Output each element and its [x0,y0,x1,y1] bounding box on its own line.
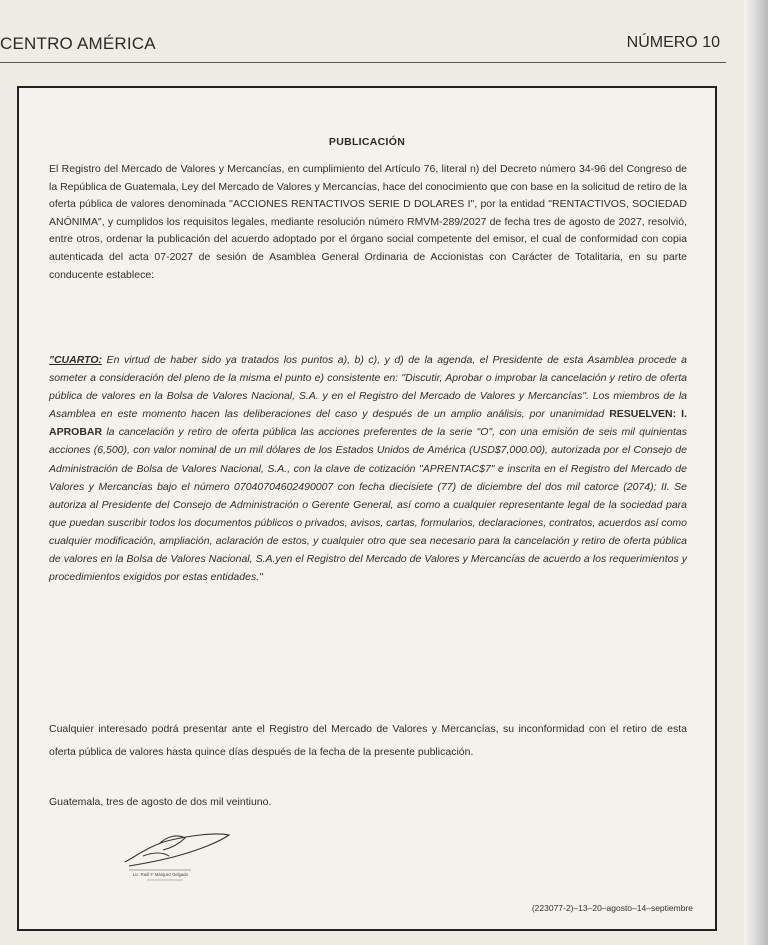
place-date: Guatemala, tres de agosto de dos mil veintiuno. [49,796,272,808]
notice-box [17,86,717,931]
publication-reference: (223077-2)–13–20–agosto–14–septiembre [531,903,693,913]
issue-number: NÚMERO 10 [626,34,720,51]
quote-text-2: la cancelación y retiro de oferta pública las acciones preferentes de la serie "O", con una emisión de seis mil quinientas acciones (6,500), con valor nominal de un mil dólares de los Estados Unidos de América (USD$7,000.00), autorizada por el Consejo de Administración de Bolsa de Valores Nacional, S.A., con la clave de cotización "APRENTAC$7" e inscrita en el Registro del Mercado de Valores y Mercancías bajo el número 07040704602490007 con fecha diecisiete (77) de diciembre del dos mil catorce (2074); II. Se autoriza al Presidente del Consejo de Administración o Gerente General, así como a cualquier representante legal de la sociedad para que puedan suscribir todos los documentos públicos o privados, avisos, cartas, formularios, declaraciones, contratos, acuerdos así como cualquier modificación, ampliación, aclaración de estos, y cualquier otro que sea necesario para la cancelación y retiro de oferta pública de valores en la Bolsa de Valores Nacional, S.A.yen el Registro del Mercado de Valores y Mercancías de acuerdo a los requerimientos y procedimientos exigidos por estas entidades." [49,426,687,584]
intro-paragraph: El Registro del Mercado de Valores y Mercancías, en cumplimiento del Artículo 76, literal n) del Decreto número 34-96 del Congreso de la República de Guatemala, Ley del Mercado de Valores y Mercancías, hace del conocimiento que con base en la solicitud de retiro de la oferta pública de valores denominada "ACCIONES RENTACTIVOS SERIE D DOLARES I", por la entidad "RENTACTIVOS, SOCIEDAD ANÓNIMA", y cumplidos los requisitos legales, mediante resolución número RMVM-289/2027 de fecha tres de agosto de 2027, resolvió, entre otros, ordenar la publicación del acuerdo adoptado por el órgano social competente del emisor, el cual de conformidad con copia autenticada del acta 07-2027 de sesión de Asamblea General Ordinaria de Accionistas con Carácter de Totalitaria, en su parte conducente establece: [49,163,687,281]
publication-name: CENTRO AMÉRICA [0,34,156,53]
handwritten-signature [119,826,234,884]
notice-title: PUBLICACIÓN [328,136,406,148]
quote-lead: "CUARTO: [49,354,103,366]
page-edge-shadow [744,0,768,945]
quote-resolve: RESUELVEN: I. APROBAR [49,408,687,439]
signature-name: Lic. Raúl F. Márquez Delgado [133,872,188,877]
quote-text-1: En virtud de haber sido ya tratados los puntos a), b) c), y d) de la agenda, el Presidente de esta Asamblea procede a someter a consideración del pleno de la misma el punto e) consistente en: "Discutir, Aprobar o improbar la cancelación y retiro de oferta pública de valores en la Bolsa de Valores Nacional, S.A. y en el Registro del Mercado de Valores y Mercancías". Los miembros de la Asamblea en este momento hacen las deliberaciones del caso y después de un amplio análisis, por unanimidad [49,354,687,421]
page-header [0,30,726,63]
resolution-quote [49,351,687,586]
objection-paragraph: Cualquier interesado podrá presentar ante el Registro del Mercado de Valores y Mercancías, su inconformidad con el retiro de esta oferta pública de valores hasta quince días después de la fecha de la presente publicación. [49,723,687,758]
